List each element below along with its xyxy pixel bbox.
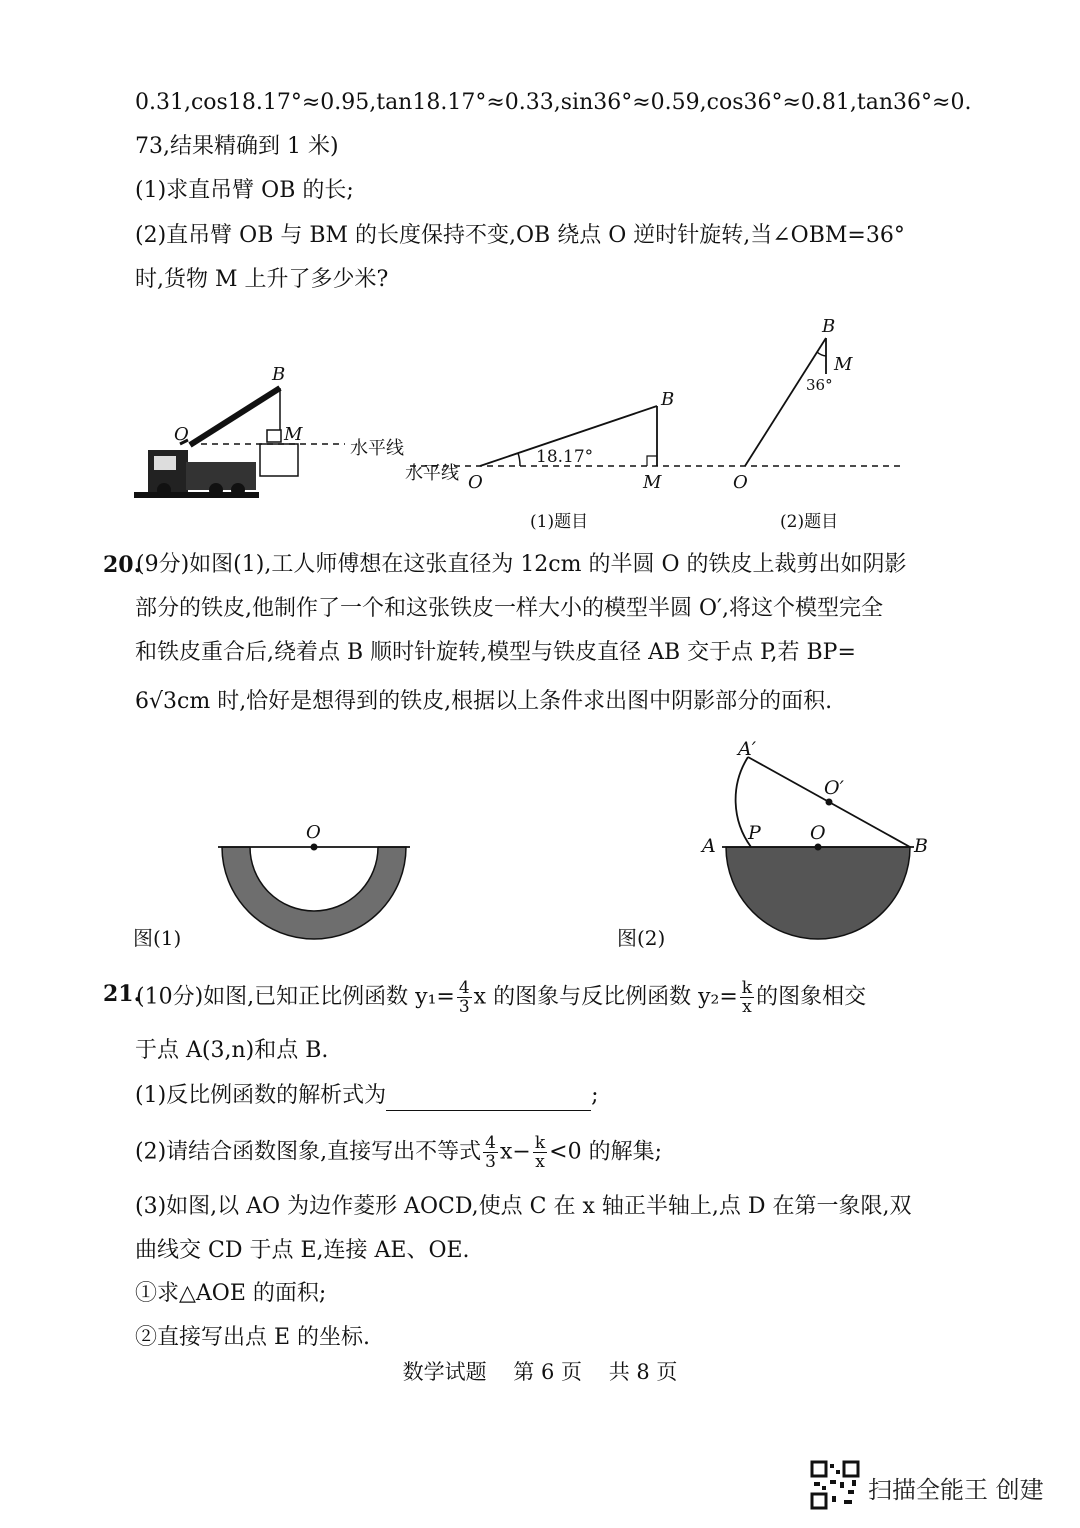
p19-q2-line1: (2)直吊臂 OB 与 BM 的长度保持不变,OB 绕点 O 逆时针旋转,当∠OBM=36° (135, 223, 905, 248)
p21-q1 (135, 1081, 599, 1111)
p21-frac2-num: k (741, 978, 753, 998)
fig1-angle-label: 18.17° (536, 447, 594, 467)
p21-q2-frac1-num: 4 (485, 1133, 496, 1153)
fig2-label-O: O (733, 472, 748, 493)
fig1-label-B: B (661, 389, 675, 410)
fig1-triangle (410, 406, 900, 466)
p21-frac1-den: 3 (458, 997, 470, 1017)
p21-frac2-den: x (742, 997, 752, 1017)
crane-label-M: M (284, 424, 303, 445)
fig1-label-M: M (643, 472, 662, 493)
watermark-text: 扫描全能王 创建 (868, 1476, 1044, 1504)
p21-q3-line2: 曲线交 CD 于点 E,连接 AE、OE. (135, 1238, 470, 1263)
fig2-label-B: B (822, 316, 836, 337)
p19-line1: 0.31,cos18.17°≈0.95,tan18.17°≈0.33,sin36°≈0.59,cos36°≈0.81,tan36°≈0. (135, 90, 972, 115)
crane-label-B: B (272, 364, 286, 385)
p21-frac1-num: 4 (458, 978, 470, 998)
p21-intro-c: 的图象相交 (756, 984, 867, 1010)
p21-intro-b: x 的图象与反比例函数 y₂= (473, 984, 738, 1010)
p21-frac2 (740, 979, 754, 1016)
p20-line3: 和铁皮重合后,绕着点 B 顺时针旋转,模型与铁皮直径 AB 交于点 P,若 BP= (135, 640, 856, 665)
p20-line2: 部分的铁皮,他制作了一个和这张铁皮一样大小的模型半圆 O′,将这个模型完全 (135, 596, 884, 621)
p21-q2-b: x− (500, 1139, 531, 1165)
p21-answer-blank[interactable] (386, 1088, 591, 1111)
p21-q2-frac1 (483, 1134, 498, 1171)
crane-label-O: O (174, 424, 189, 445)
p21-frac1 (457, 979, 472, 1016)
p19-q1: (1)求直吊臂 OB 的长; (135, 178, 354, 203)
p21-sub2: ②直接写出点 E 的坐标. (135, 1325, 371, 1350)
p19-figures (120, 310, 920, 540)
fig20-2-caption: 图(2) (617, 926, 666, 950)
crane-label-horizon: 水平线 (350, 438, 404, 459)
p19-q2-line2: 时,货物 M 上升了多少米? (135, 267, 389, 292)
fig2-angle-label: 36° (806, 376, 833, 394)
p21-intro-a: (10分)如图,已知正比例函数 y₁= (136, 984, 455, 1010)
fig1-label-O: O (468, 472, 483, 493)
page-footer: 数学试题 第 6 页 共 8 页 (402, 1360, 678, 1384)
fig20-2-label-A: A (702, 835, 716, 857)
fig20-2-label-B: B (914, 835, 928, 857)
fig2-label-M: M (834, 354, 853, 375)
fig20-1-caption: 图(1) (133, 926, 182, 950)
p21-q2-c: <0 的解集; (549, 1139, 662, 1165)
qr-code-icon (810, 1460, 860, 1510)
crane-figure (134, 388, 345, 498)
p20-line4: 6√3cm 时,恰好是想得到的铁皮,根据以上条件求出图中阴影部分的面积. (135, 689, 833, 714)
fig20-2-label-O: O (810, 822, 826, 844)
p21-number: 21. (103, 981, 142, 1007)
p21-q3-line1: (3)如图,以 AO 为边作菱形 AOCD,使点 C 在 x 轴正半轴上,点 D 在第一象限,双 (135, 1194, 912, 1219)
p21-q2-a: (2)请结合函数图象,直接写出不等式 (135, 1139, 482, 1165)
fig1-caption: (1)题目 (530, 512, 589, 532)
p21-intro (136, 979, 866, 1016)
p21-q2-frac2-den: x (535, 1152, 545, 1172)
fig20-2-label-O-prime: O′ (824, 777, 844, 799)
fig20-2-label-P: P (748, 822, 761, 844)
p19-line2: 73,结果精确到 1 米) (135, 134, 339, 159)
p21-q2-frac2 (533, 1134, 547, 1171)
fig2-triangle (745, 338, 826, 466)
fig1-horizon-label: 水平线 (405, 463, 459, 484)
p21-q1-text: (1)反比例函数的解析式为 (135, 1083, 387, 1108)
p21-q1-end: ; (591, 1083, 599, 1108)
p21-q2-frac2-num: k (534, 1133, 546, 1153)
p21-q2 (135, 1134, 662, 1171)
p20-line1: (9分)如图(1),工人师傅想在这张直径为 12cm 的半圆 O 的铁皮上裁剪出如阴影 (136, 552, 907, 577)
fig20-2-label-A-prime: A′ (738, 738, 757, 760)
fig20-1-label-O: O (306, 822, 321, 843)
p21-q2-frac1-den: 3 (485, 1152, 496, 1172)
fig2-caption: (2)题目 (780, 512, 839, 532)
p20-number: 20. (103, 552, 142, 578)
p21-line2: 于点 A(3,n)和点 B. (135, 1038, 329, 1063)
p21-sub1: ①求△AOE 的面积; (135, 1281, 327, 1306)
